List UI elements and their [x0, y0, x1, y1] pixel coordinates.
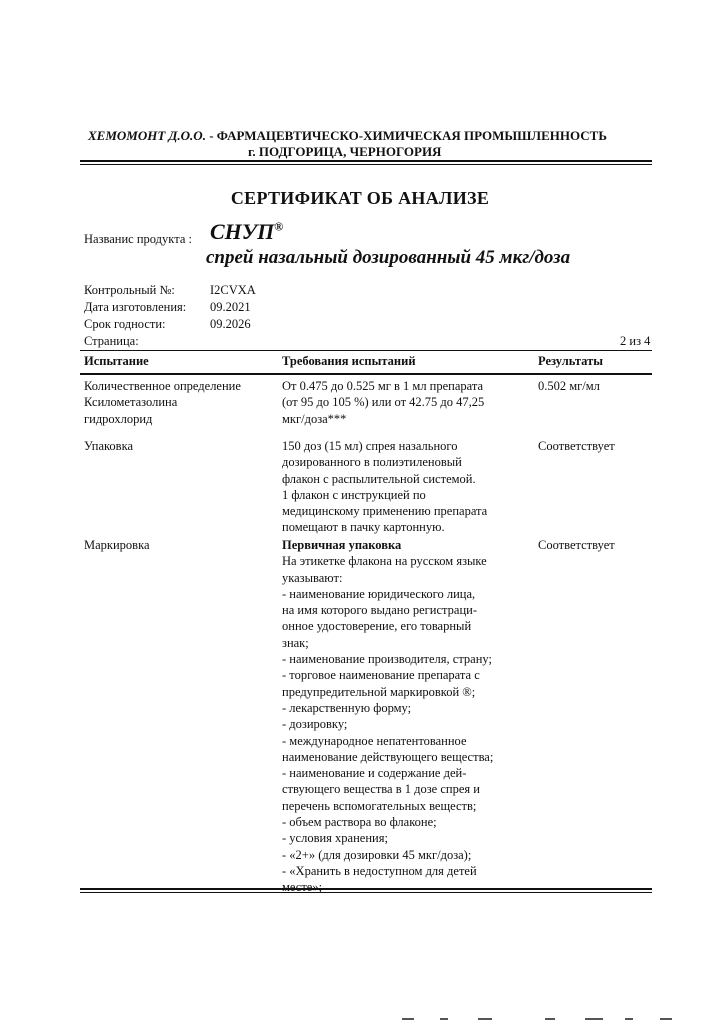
table-row-3-requirement: Первичная упаковка На этикетке флакона на русском языке указывают: - наименование юридического лица, на имя которого выдано регистраци- онное удостоверение, его товарный знак; - наименование производителя, страну; - торговое наименование препарата с предупредительной маркировкой ®; - лекарственную форму; - дозировку; - международное непатентованное наименование действующего вещества; - наименование и содержание дей- ствующего вещества в 1 дозе спрея и перечень вспомогательных веществ; - объем раствора во флаконе; - условия хранения; - «2+» (для дозировки 45 мкг/доза); - «Хранить в недоступном для детей — [282, 537, 532, 896]
scan-mark — [585, 1018, 603, 1020]
manufacture-date-value: 09.2021 — [210, 300, 251, 314]
company-name: ХЕМОМОНТ Д.О.О. — [88, 128, 206, 143]
table-row-2-result: Соответствует — [538, 439, 615, 453]
scan-mark — [402, 1018, 414, 1020]
footer-rule-bottom — [80, 892, 652, 893]
document-title: СЕРТИФИКАТ ОБ АНАЛИЗЕ — [230, 188, 490, 208]
company-industry: - ФАРМАЦЕВТИЧЕСКО-ХИМИЧЕСКАЯ ПРОМЫШЛЕННОСТЬ — [205, 128, 607, 143]
expiry-date-value: 09.2026 — [210, 317, 251, 331]
column-header-requirements: Требования испытаний — [282, 354, 416, 368]
scan-mark — [545, 1018, 555, 1020]
table-row-2-requirement: 150 доз (15 мл) спрея назального дозированного в полиэтиленовый флакон с распылительной системой. 1 флакон с инструкцией по медицинскому применению препарата помещают в пачку картонную. — [282, 439, 488, 535]
company-header — [88, 128, 607, 144]
column-header-results: Результаты — [538, 354, 603, 368]
table-header-rule — [80, 373, 652, 375]
table-row-3-result: Соответствует — [538, 538, 615, 552]
requirement-heading: Первичная упаковка — [282, 538, 402, 552]
scan-mark — [478, 1018, 492, 1020]
table-row-1-test: Количественное определение Ксилометазолина гидрохлорид — [84, 379, 241, 426]
table-row-3-test: Маркировка — [84, 538, 150, 552]
column-header-test: Испытание — [84, 354, 149, 368]
manufacture-date-label: Дата изготовления: — [84, 300, 187, 314]
control-number-label: Контрольный №: — [84, 283, 175, 297]
control-number-value: I2CVXA — [210, 283, 256, 297]
product-description: спрей назальный дозированный 45 мкг/доза — [206, 247, 571, 268]
page-number: 2 из 4 — [620, 334, 651, 348]
table-row-2-test: Упаковка — [84, 439, 134, 453]
header-rule-top — [80, 160, 652, 162]
footer-rule-top — [80, 888, 652, 890]
header-rule-bottom — [80, 164, 652, 165]
page-label: Страница: — [84, 334, 139, 348]
expiry-date-label: Срок годности: — [84, 317, 166, 331]
company-city: г. ПОДГОРИЦА, ЧЕРНОГОРИЯ — [248, 144, 442, 159]
brand-name: СНУП — [210, 219, 275, 244]
scan-mark — [440, 1018, 448, 1020]
table-row-1-requirement: От 0.475 до 0.525 мг в 1 мл препарата (от 95 до 105 %) или от 42.75 до 47,25 мкг/доза*** — [282, 379, 485, 426]
product-brand — [210, 219, 283, 245]
product-name-label: Названис продукта : — [84, 232, 192, 246]
table-row-1-result: 0.502 мг/мл — [538, 379, 600, 393]
registered-mark: ® — [274, 219, 284, 234]
scan-mark — [660, 1018, 672, 1020]
scan-mark — [625, 1018, 633, 1020]
page-rule — [80, 350, 652, 351]
